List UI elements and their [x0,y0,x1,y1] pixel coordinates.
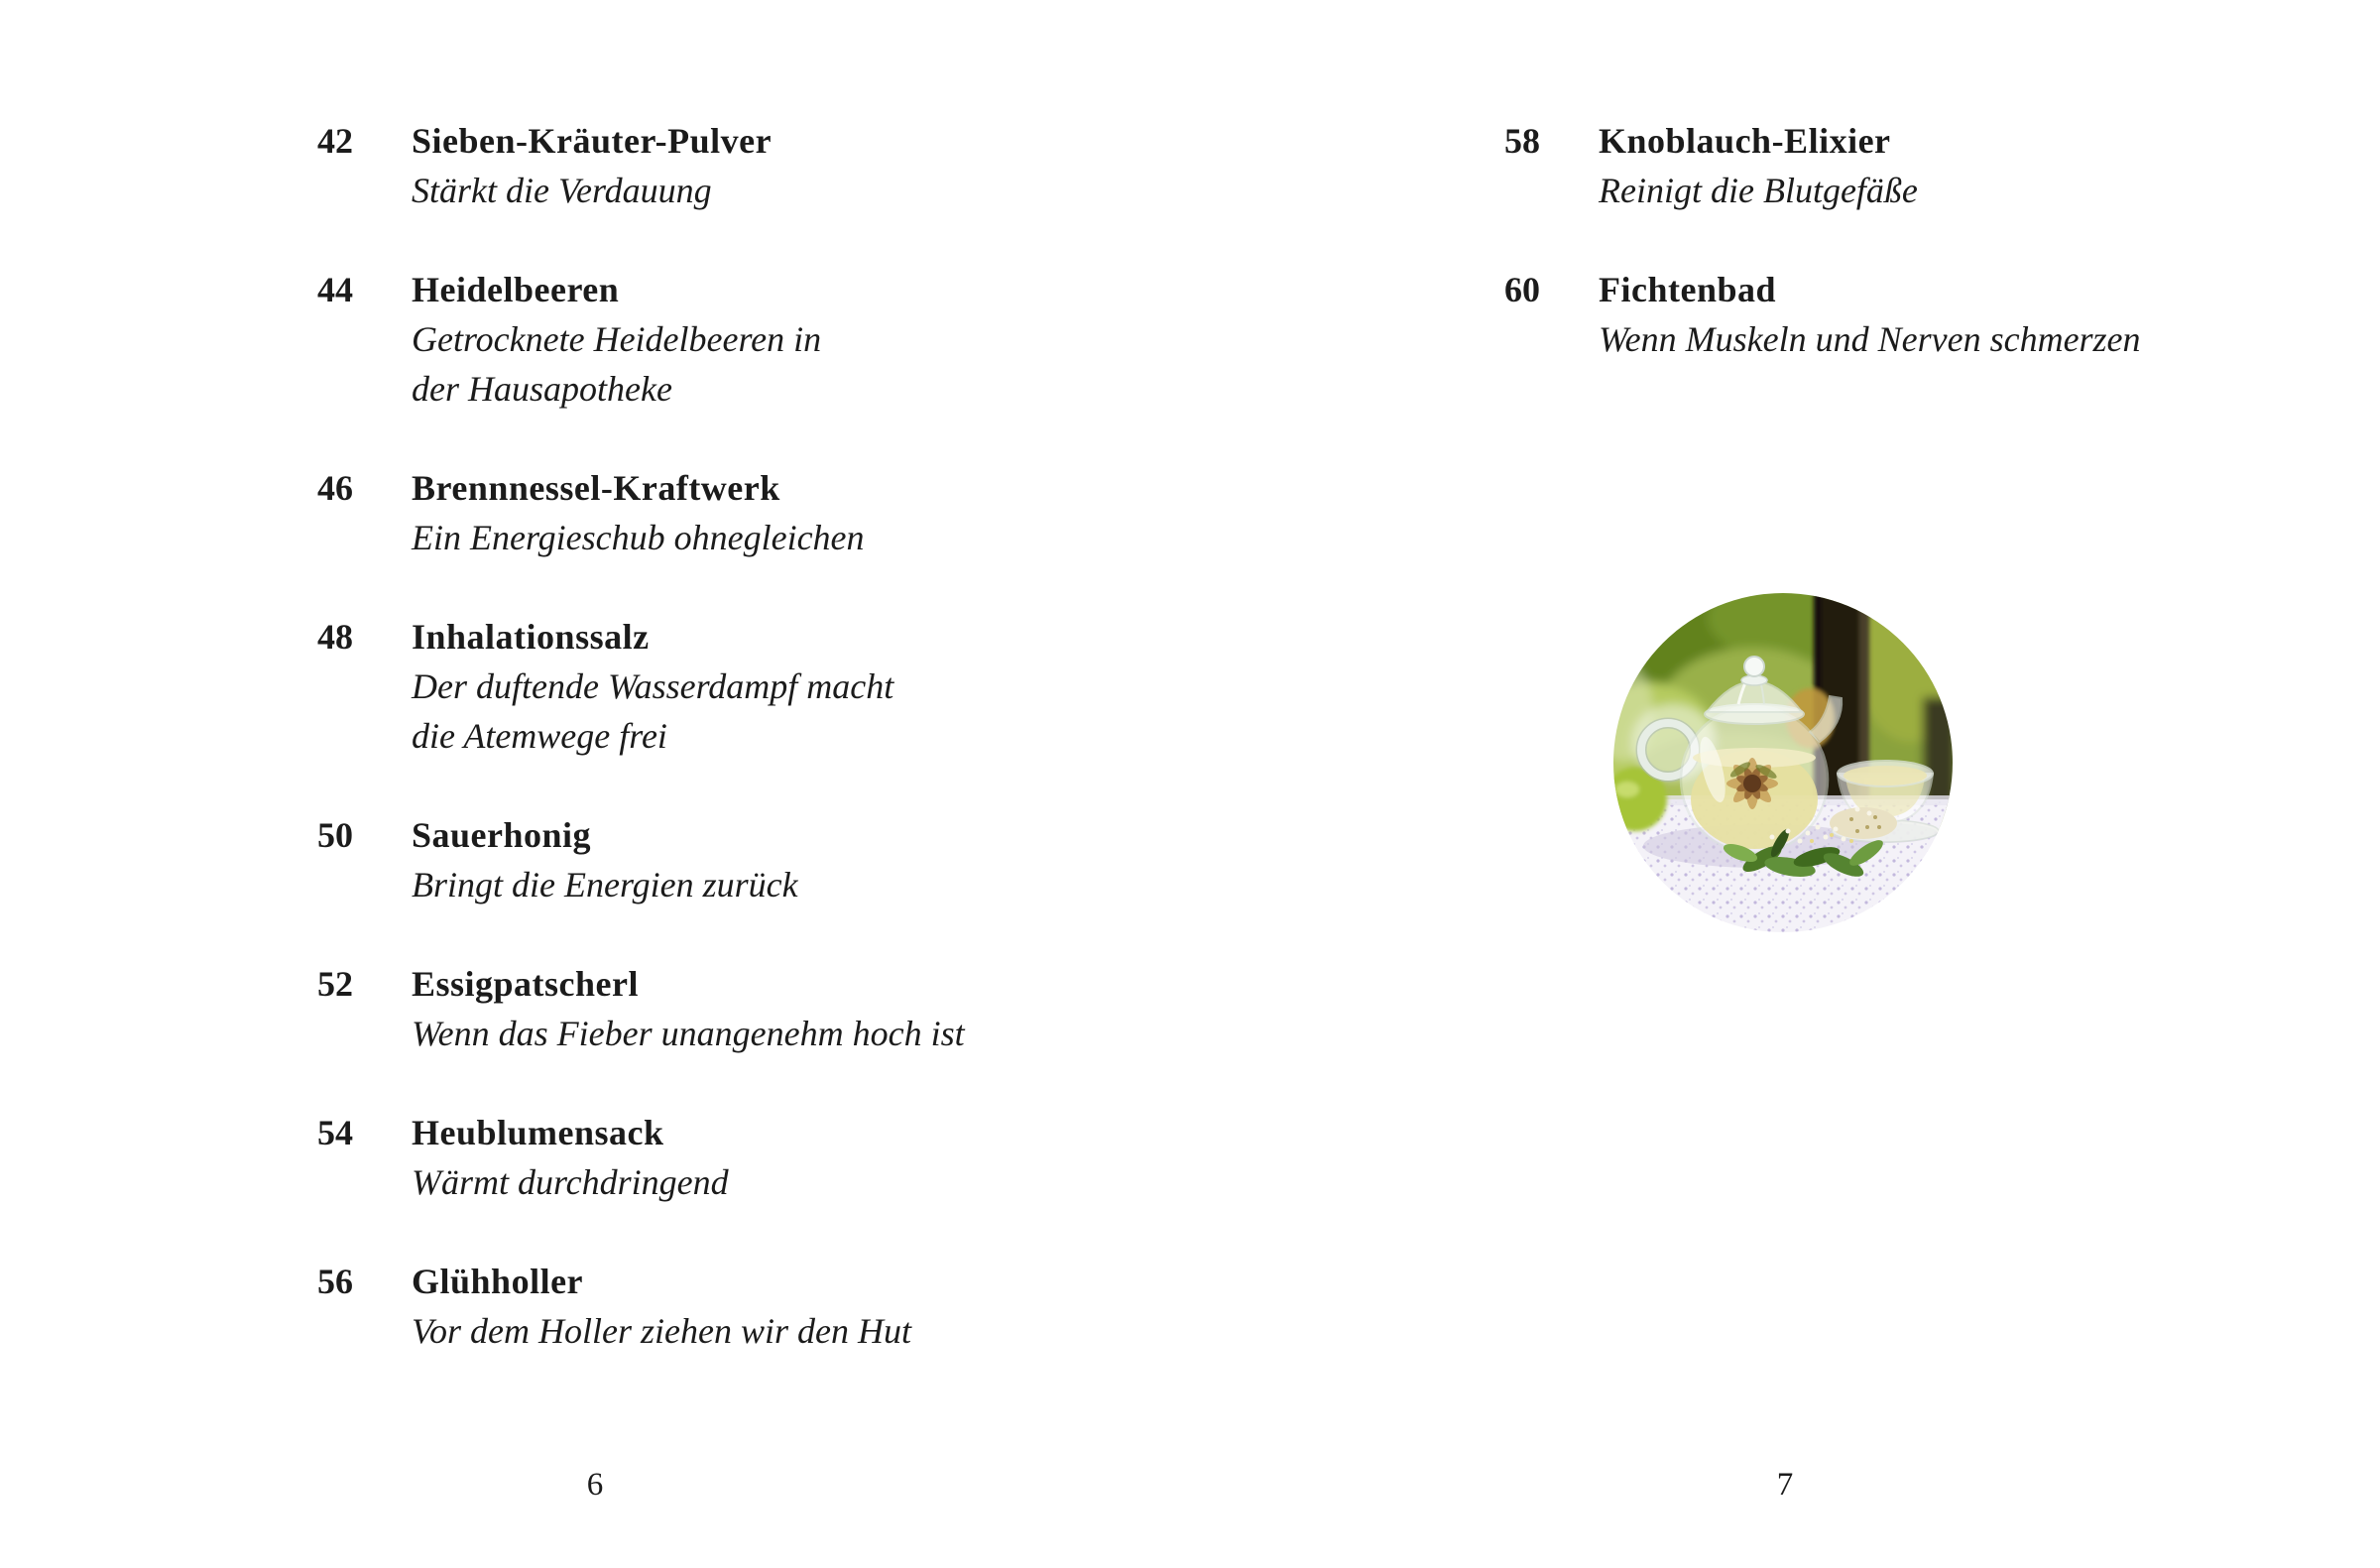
entry-title: Knoblauch-Elixier [1599,121,1891,161]
folio-right: 7 [1776,1467,1794,1503]
entry-title: Glühholler [412,1262,584,1301]
entry-subtitle-line: Bringt die Energien zurück [412,865,798,905]
entry-title: Inhalationssalz [412,617,650,657]
entry-subtitle-line: Wärmt durchdringend [412,1162,729,1202]
entry-subtitle-line: Reinigt die Blutgefäße [1599,171,1918,210]
blooming-tea-flower [1726,758,1778,809]
entry-page-number: 48 [317,617,353,657]
tea-photo-illustration [1613,593,1953,932]
entry-subtitle-line: Wenn Muskeln und Nerven schmerzen [1599,319,2141,359]
entry-page-number: 50 [317,815,353,855]
toc-entry [317,265,965,414]
toc-entry [1504,116,2141,215]
toc-entry [317,612,965,761]
entry-title: Fichtenbad [1599,270,1777,309]
entry-subtitle-line: die Atemwege frei [412,716,667,756]
entry-page-number: 58 [1504,121,1540,161]
entry-page-number: 54 [317,1113,353,1152]
entry-title: Brennnessel-Kraftwerk [412,468,780,508]
entry-title: Heidelbeeren [412,270,620,309]
toc-entry [317,1108,965,1207]
entry-page-number: 52 [317,964,353,1004]
entry-subtitle-line: Getrocknete Heidelbeeren in [412,319,822,359]
entry-page-number: 60 [1504,270,1540,309]
entry-subtitle-line: der Hausapotheke [412,369,672,409]
entry-subtitle-line: Ein Energieschub ohnegleichen [412,518,865,557]
toc-entry [317,810,965,909]
folio-left: 6 [586,1467,604,1503]
entry-title: Sieben-Kräuter-Pulver [412,121,773,161]
toc-entry [1504,265,2141,364]
entry-page-number: 44 [317,270,353,309]
entry-title: Essigpatscherl [412,964,640,1004]
toc-entry [317,959,965,1058]
entry-subtitle-line: Der duftende Wasserdampf macht [412,666,894,706]
entry-subtitle-line: Vor dem Holler ziehen wir den Hut [412,1311,911,1351]
toc-entry [317,116,965,215]
entry-page-number: 56 [317,1262,353,1301]
entry-page-number: 46 [317,468,353,508]
tea-photo [1613,593,1953,932]
entry-page-number: 42 [317,121,353,161]
toc-entry [317,463,965,562]
toc-list-left [317,116,965,1405]
toc-entry [317,1257,965,1356]
entry-subtitle-line: Wenn das Fieber unangenehm hoch ist [412,1014,965,1053]
entry-title: Heublumensack [412,1113,664,1152]
entry-subtitle-line: Stärkt die Verdauung [412,171,712,210]
entry-title: Sauerhonig [412,815,592,855]
right-page [1190,0,2380,1568]
toc-list-right [1504,116,2141,414]
